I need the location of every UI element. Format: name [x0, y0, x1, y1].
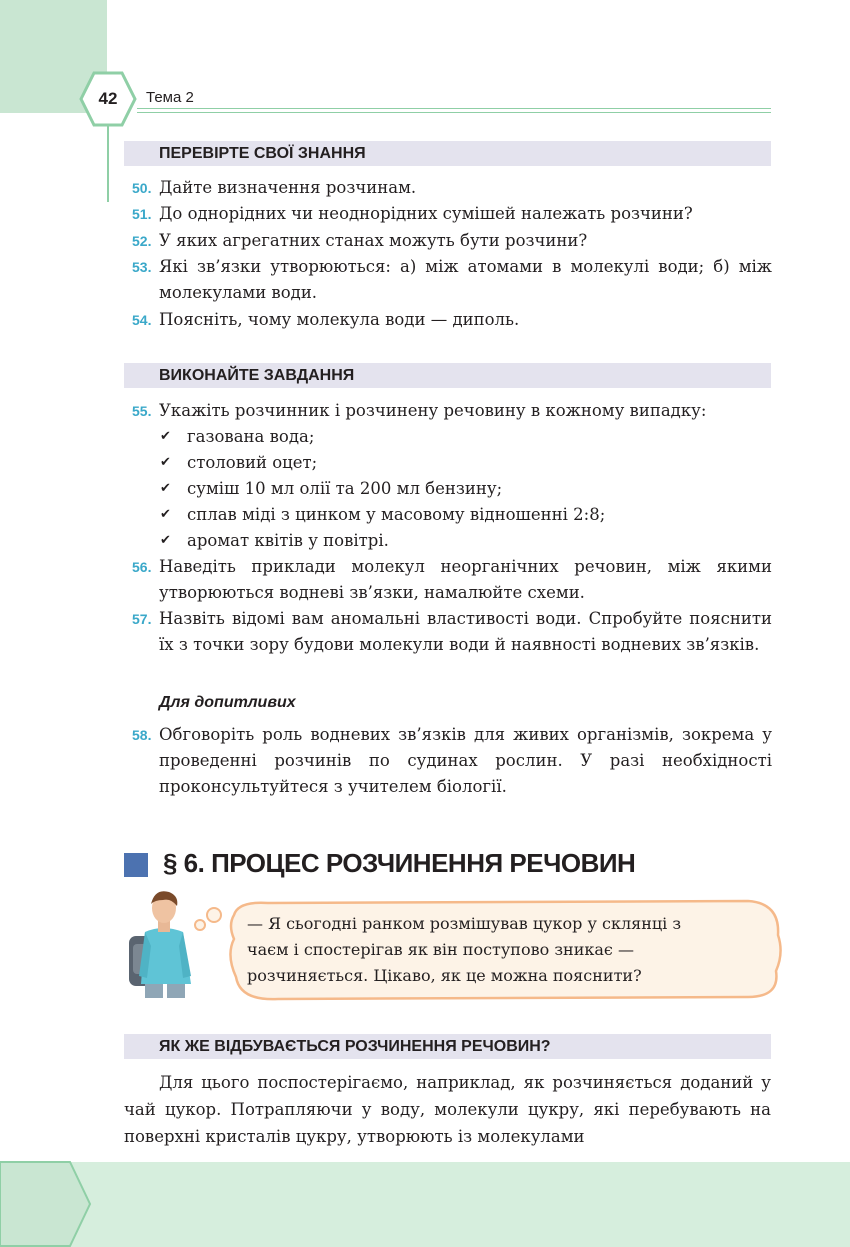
task-number: 55. — [132, 403, 152, 419]
footer-tab — [0, 1160, 92, 1247]
question-number: 52. — [132, 233, 152, 249]
task-text: Назвіть відомі вам аномальні властивості води. Спробуйте пояснити їх з точки зору будови молекули води й наявності водневих зв’язків. — [159, 609, 772, 654]
task-55 — [132, 398, 772, 424]
speech-bubble-text: — Я сьогодні ранком розмішував цукор у склянці з чаєм і спостерігав як він поступово зникає — розчиняється. Цікаво, як це можна пояснити? — [247, 914, 682, 985]
checklist-text: аромат квітів у повітрі. — [187, 531, 389, 550]
checklist-text: сплав міді з цинком у масовому відношенні 2:8; — [187, 505, 606, 524]
paragraph-title: § 6. ПРОЦЕС РОЗЧИНЕННЯ РЕЧОВИН — [163, 848, 636, 878]
question-50 — [132, 175, 772, 201]
paragraph-marker — [124, 853, 148, 877]
checklist-item — [160, 528, 770, 554]
checkmark-icon: ✔ — [160, 507, 171, 522]
question-51 — [132, 201, 772, 227]
question-52 — [132, 228, 772, 254]
question-text: Поясніть, чому молекула води — диполь. — [159, 310, 520, 329]
question-text: У яких агрегатних станах можуть бути розчини? — [159, 231, 588, 250]
question-text: Які зв’язки утворюються: а) між атомами в молекулі води; б) між молекулами води. — [159, 257, 772, 302]
body-paragraph: Для цього поспостерігаємо, наприклад, як розчиняється доданий у чай цукор. Потрапляючи у воду, молекули цукру, які перебувають на поверхні кристалів цукру, утворюють із молекулами — [124, 1073, 771, 1146]
header-rule — [137, 108, 771, 109]
question-54 — [132, 307, 772, 333]
task-58 — [132, 722, 772, 800]
checklist-item — [160, 502, 770, 528]
task-text: Укажіть розчинник і розчинену речовину в кожному випадку: — [159, 401, 707, 420]
running-head: Тема 2 — [146, 89, 194, 106]
checkmark-icon: ✔ — [160, 481, 171, 496]
checkmark-icon: ✔ — [160, 455, 171, 470]
task-text: Наведіть приклади молекул неорганічних речовин, між якими утворюються водневі зв’язки, намалюйте схеми. — [159, 557, 772, 602]
section-heading-how-dissolution: ЯК ЖЕ ВІДБУВАЄТЬСЯ РОЗЧИНЕННЯ РЕЧОВИН? — [124, 1034, 771, 1059]
task-56 — [132, 554, 772, 606]
question-number: 54. — [132, 312, 152, 328]
footer-band — [0, 1162, 850, 1247]
checklist-item — [160, 450, 770, 476]
checklist-item — [160, 424, 770, 450]
checklist-text: суміш 10 мл олії та 200 мл бензину; — [187, 479, 503, 498]
checkmark-icon: ✔ — [160, 533, 171, 548]
task-57 — [132, 606, 772, 658]
checkmark-icon: ✔ — [160, 429, 171, 444]
subheading-curious: Для допитливих — [159, 694, 296, 711]
section-heading-do-tasks: ВИКОНАЙТЕ ЗАВДАННЯ — [124, 363, 771, 388]
question-text: Дайте визначення розчинам. — [159, 178, 417, 197]
task-number: 56. — [132, 559, 152, 575]
checklist-text: столовий оцет; — [187, 453, 318, 472]
task-number: 57. — [132, 611, 152, 627]
question-text: До однорідних чи неоднорідних сумішей належать розчини? — [159, 204, 693, 223]
checklist-item — [160, 476, 770, 502]
page-number: 42 — [98, 89, 118, 108]
header-rule-secondary — [137, 112, 771, 113]
question-number: 50. — [132, 180, 152, 196]
task-number: 58. — [132, 727, 152, 743]
question-53 — [132, 254, 772, 306]
question-number: 53. — [132, 259, 152, 275]
checklist-text: газована вода; — [187, 427, 315, 446]
section-heading-check-knowledge: ПЕРЕВІРТЕ СВОЇ ЗНАННЯ — [124, 141, 771, 166]
question-number: 51. — [132, 206, 152, 222]
task-text: Обговоріть роль водневих зв’язків для живих організмів, зокрема у проведенні розчинів по судинах рослин. У разі необхідності проконсультуйтеся з учителем біології. — [159, 725, 772, 796]
